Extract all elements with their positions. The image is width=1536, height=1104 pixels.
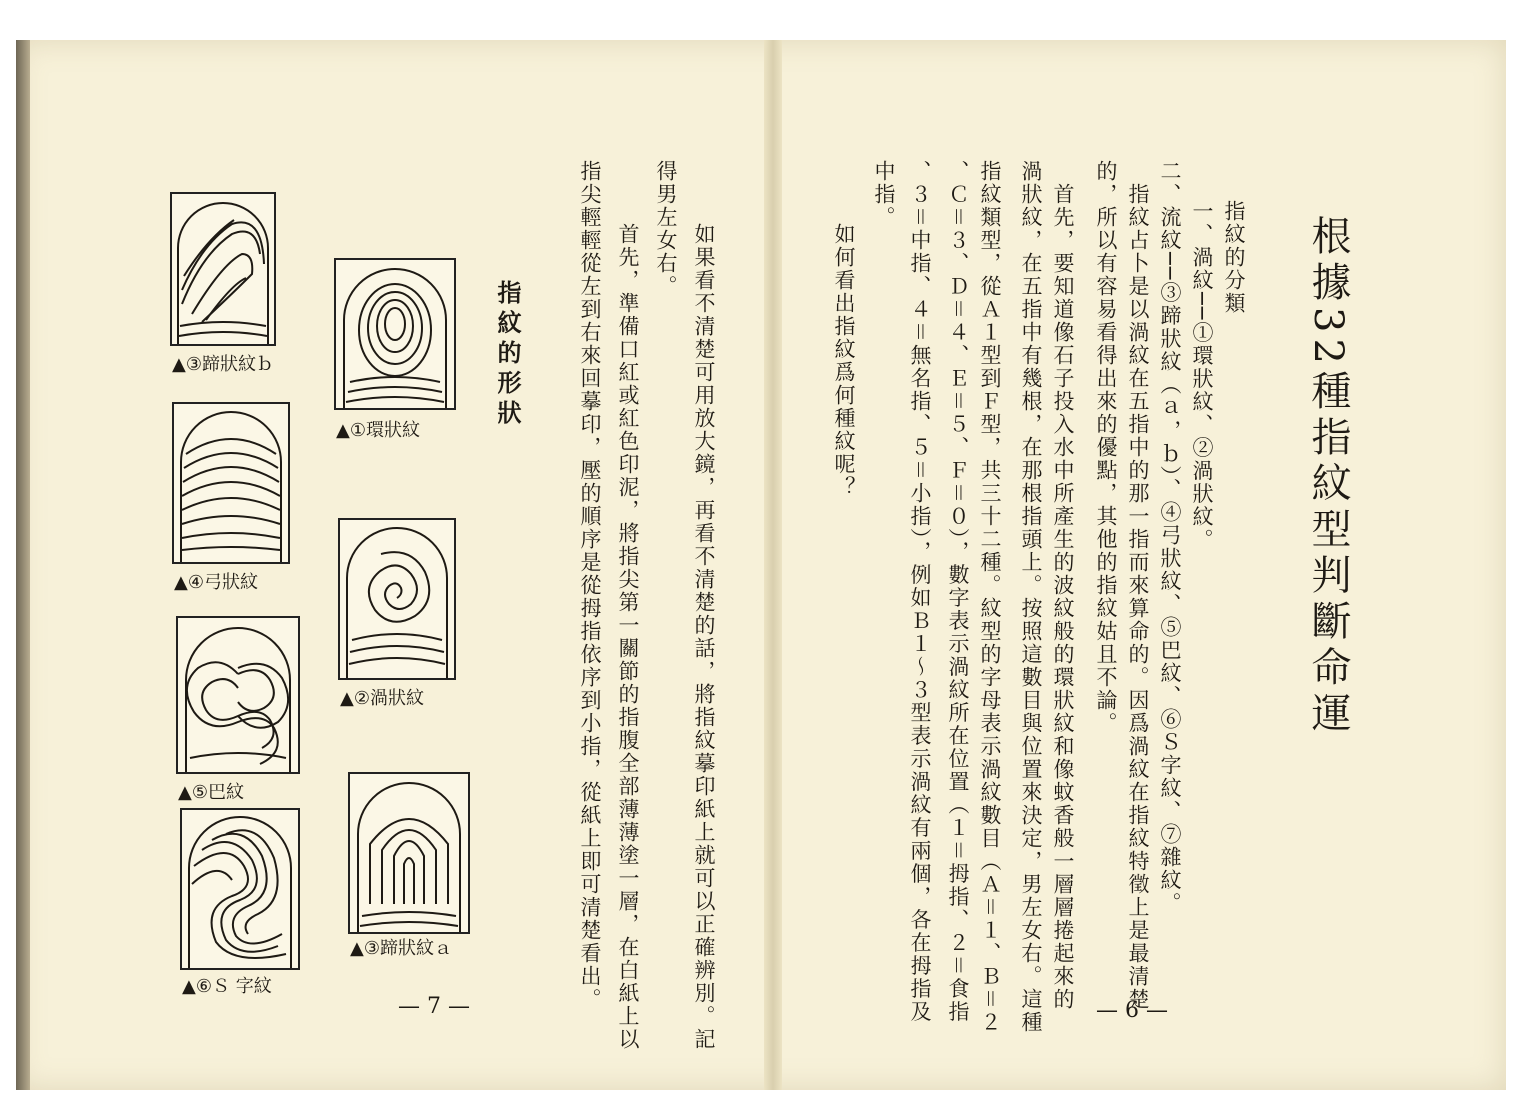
page-number-7: — 7 — bbox=[398, 994, 470, 1019]
body-line-7: 指紋類型，從Ａ１型到Ｆ型，共三十二種。紋型的字母表示渦紋數目（Ａ＝１、Ｂ＝２ bbox=[978, 160, 1002, 1034]
figure-caption-7: ▲⑥Ｓ 字紋 bbox=[182, 976, 272, 997]
body-line-8: 、Ｃ＝３、Ｄ＝４、Ｅ＝５、Ｆ＝０），數字表示渦紋所在位置（１＝拇指、２＝食指 bbox=[946, 160, 970, 1024]
figure-caption-1: ▲①環狀紋 bbox=[336, 420, 420, 441]
double-loop-fingerprint-icon bbox=[176, 616, 300, 774]
figure-caption-5: ▲④弓狀紋 bbox=[174, 572, 258, 593]
section-heading-classification: 指紋的分類 bbox=[1222, 200, 1246, 315]
book-gutter bbox=[764, 40, 782, 1090]
body-line-1: 一、渦紋──①環狀紋、②渦狀紋。 bbox=[1190, 200, 1214, 552]
figure-caption-4: ▲③蹄狀紋ｂ bbox=[172, 354, 274, 375]
body-line-3: 指紋占卜是以渦紋在五指中的那一指而來算命的。因爲渦紋在指紋特徵上是最清楚 bbox=[1126, 160, 1150, 1011]
body-line-5: 首先，要知道像石子投入水中所產生的波紋般的環狀紋和像蚊香般一層層捲起來的 bbox=[1051, 160, 1075, 1011]
s-shaped-fingerprint-icon bbox=[180, 808, 300, 970]
body-line-2: 二、流紋──③蹄狀紋（ａ，ｂ）、④弓狀紋、⑤巴紋、⑥Ｓ字紋、⑦雜紋。 bbox=[1158, 160, 1182, 915]
body-line-1: 如果看不清楚可用放大鏡，再看不清楚的話，將指紋摹印紙上就可以正確辨別。記 bbox=[692, 200, 716, 1051]
figure-caption-3: ▲③蹄狀紋ａ bbox=[350, 938, 452, 959]
loop-whorl-fingerprint-icon bbox=[334, 258, 456, 410]
figure-caption-6: ▲⑤巴紋 bbox=[178, 782, 244, 803]
body-line-10: 中指。 bbox=[872, 160, 896, 229]
page-number-6: — 6 — bbox=[1096, 998, 1168, 1023]
page-title: 根據32種指紋型判斷命運 bbox=[1305, 215, 1351, 738]
spiral-whorl-fingerprint-icon bbox=[338, 518, 456, 680]
arch-fingerprint-icon bbox=[172, 402, 290, 564]
body-line-3: 首先，準備口紅或紅色印泥，將指尖第一關節的指腹全部薄薄塗一層，在白紙上以 bbox=[616, 200, 640, 1051]
figure-caption-2: ▲②渦狀紋 bbox=[340, 688, 424, 709]
section-heading-shapes: 指紋的形狀 bbox=[493, 280, 522, 430]
body-line-4: 指尖輕輕從左到右來回摹印，壓的順序是從拇指依序到小指，從紙上即可清楚看出。 bbox=[578, 160, 602, 1011]
body-line-6: 渦狀紋，在五指中有幾根，在那根指頭上。按照這數目與位置來決定，男左女右。這種 bbox=[1019, 160, 1043, 1034]
body-line-9: 、３＝中指、４＝無名指、５＝小指），例如Ｂ１～３型表示渦紋有兩個，各在拇指及 bbox=[908, 160, 932, 1024]
ulnar-loop-fingerprint-icon bbox=[348, 772, 470, 934]
body-line-2: 得男左女右。 bbox=[654, 160, 678, 298]
book-edge bbox=[16, 40, 30, 1090]
radial-loop-fingerprint-icon bbox=[170, 192, 276, 346]
body-line-11: 如何看出指紋爲何種紋呢？ bbox=[832, 200, 856, 499]
body-line-4: 的，所以有容易看得出來的優點，其他的指紋姑且不論。 bbox=[1094, 160, 1118, 735]
